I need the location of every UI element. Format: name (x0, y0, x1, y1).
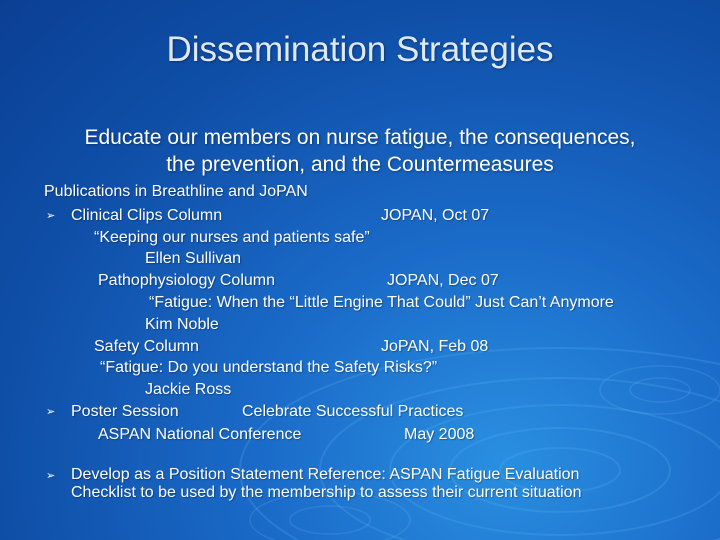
position-statement-line-1: Develop as a Position Statement Reference: ASPAN Fatigue Evaluation (71, 466, 580, 483)
slide-title: Dissemination Strategies (166, 30, 554, 69)
poster-session-label: Poster Session (71, 403, 179, 420)
poster-session-title: Celebrate Successful Practices (242, 403, 464, 420)
slide-subtitle (20, 124, 700, 178)
poster-session-date: May 2008 (404, 426, 475, 443)
pathophysiology-author: Kim Noble (145, 316, 219, 333)
safety-author: Jackie Ross (145, 381, 232, 398)
position-statement-line-2: Checklist to be used by the membership to assess their current situation (71, 484, 582, 501)
subtitle-line-1: Educate our members on nurse fatigue, the consequences, (84, 126, 636, 149)
safety-article-title: “Fatigue: Do you understand the Safety Risks?” (100, 359, 438, 376)
clinical-clips-article-title: “Keeping our nurses and patients safe” (94, 229, 370, 246)
safety-label: Safety Column (94, 338, 199, 355)
subtitle-line-2: the prevention, and the Countermeasures (166, 153, 554, 176)
bullet-arrow-icon: ➢ (46, 470, 56, 482)
clinical-clips-source: JOPAN, Oct 07 (381, 207, 490, 224)
publications-heading: Publications in Breathline and JoPAN (44, 183, 308, 200)
pathophysiology-label: Pathophysiology Column (98, 272, 275, 289)
pathophysiology-source: JOPAN, Dec 07 (387, 272, 499, 289)
bullet-arrow-icon: ➢ (46, 210, 56, 222)
clinical-clips-label: Clinical Clips Column (71, 207, 223, 224)
bullet-arrow-icon: ➢ (46, 406, 56, 418)
pathophysiology-article-title: “Fatigue: When the “Little Engine That Could” Just Can’t Anymore (149, 294, 614, 311)
position-statement-text (71, 466, 581, 502)
clinical-clips-author: Ellen Sullivan (145, 250, 242, 267)
poster-session-venue: ASPAN National Conference (98, 426, 302, 443)
safety-source: JoPAN, Feb 08 (381, 338, 489, 355)
